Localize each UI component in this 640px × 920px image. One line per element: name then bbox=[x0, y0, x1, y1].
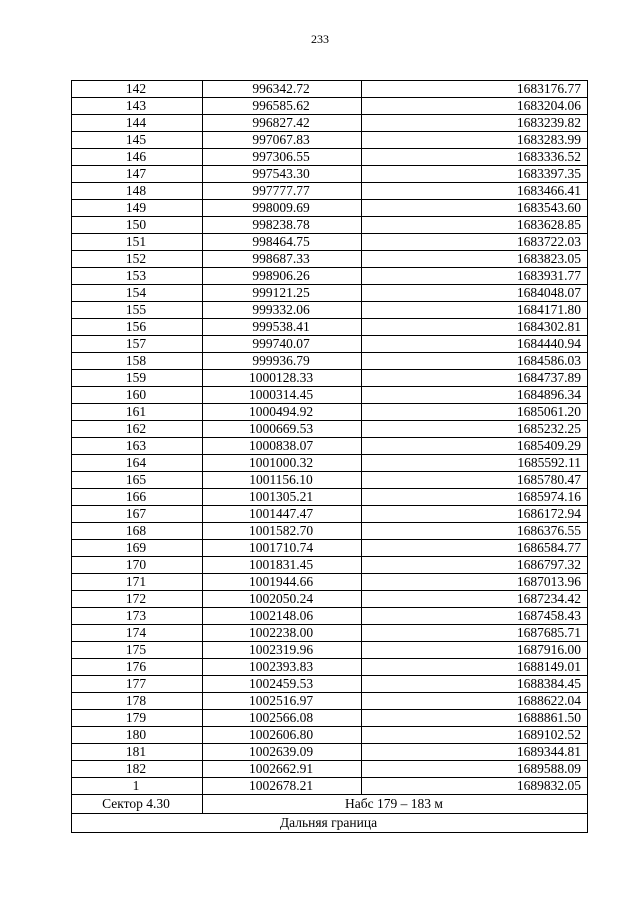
point-number-cell: 162 bbox=[72, 421, 203, 438]
point-number-cell: 163 bbox=[72, 438, 203, 455]
point-number-cell: 166 bbox=[72, 489, 203, 506]
point-number-cell: 155 bbox=[72, 302, 203, 319]
point-number-cell: 182 bbox=[72, 761, 203, 778]
point-number-cell: 146 bbox=[72, 149, 203, 166]
y-coordinate-cell: 1683466.41 bbox=[362, 183, 588, 200]
y-coordinate-cell: 1684302.81 bbox=[362, 319, 588, 336]
point-number-cell: 174 bbox=[72, 625, 203, 642]
sector-row bbox=[72, 795, 588, 814]
table-row bbox=[72, 166, 588, 183]
x-coordinate-cell: 1002050.24 bbox=[203, 591, 362, 608]
point-number-cell: 177 bbox=[72, 676, 203, 693]
point-number-cell: 144 bbox=[72, 115, 203, 132]
table-row bbox=[72, 489, 588, 506]
point-number-cell: 176 bbox=[72, 659, 203, 676]
x-coordinate-cell: 1001831.45 bbox=[203, 557, 362, 574]
table-row bbox=[72, 591, 588, 608]
table-row bbox=[72, 404, 588, 421]
y-coordinate-cell: 1684440.94 bbox=[362, 336, 588, 353]
y-coordinate-cell: 1686376.55 bbox=[362, 523, 588, 540]
point-number-cell: 160 bbox=[72, 387, 203, 404]
x-coordinate-cell: 998238.78 bbox=[203, 217, 362, 234]
x-coordinate-cell: 997543.30 bbox=[203, 166, 362, 183]
table-row bbox=[72, 98, 588, 115]
table-row bbox=[72, 540, 588, 557]
point-number-cell: 151 bbox=[72, 234, 203, 251]
y-coordinate-cell: 1683176.77 bbox=[362, 81, 588, 98]
table-row bbox=[72, 693, 588, 710]
x-coordinate-cell: 1002148.06 bbox=[203, 608, 362, 625]
point-number-cell: 167 bbox=[72, 506, 203, 523]
x-coordinate-cell: 1002319.96 bbox=[203, 642, 362, 659]
y-coordinate-cell: 1683628.85 bbox=[362, 217, 588, 234]
x-coordinate-cell: 1002238.00 bbox=[203, 625, 362, 642]
x-coordinate-cell: 1001710.74 bbox=[203, 540, 362, 557]
y-coordinate-cell: 1684896.34 bbox=[362, 387, 588, 404]
point-number-cell: 143 bbox=[72, 98, 203, 115]
point-number-cell: 171 bbox=[72, 574, 203, 591]
table-row bbox=[72, 642, 588, 659]
table-row bbox=[72, 353, 588, 370]
x-coordinate-cell: 1002662.91 bbox=[203, 761, 362, 778]
y-coordinate-cell: 1683239.82 bbox=[362, 115, 588, 132]
x-coordinate-cell: 1001944.66 bbox=[203, 574, 362, 591]
point-number-cell: 142 bbox=[72, 81, 203, 98]
table-row bbox=[72, 200, 588, 217]
y-coordinate-cell: 1687916.00 bbox=[362, 642, 588, 659]
y-coordinate-cell: 1689344.81 bbox=[362, 744, 588, 761]
y-coordinate-cell: 1685592.11 bbox=[362, 455, 588, 472]
y-coordinate-cell: 1683204.06 bbox=[362, 98, 588, 115]
x-coordinate-cell: 1002459.53 bbox=[203, 676, 362, 693]
boundary-label: Дальняя граница bbox=[72, 814, 588, 833]
table-row bbox=[72, 370, 588, 387]
table-row bbox=[72, 472, 588, 489]
y-coordinate-cell: 1684048.07 bbox=[362, 285, 588, 302]
x-coordinate-cell: 1002516.97 bbox=[203, 693, 362, 710]
table-row bbox=[72, 455, 588, 472]
x-coordinate-cell: 999121.25 bbox=[203, 285, 362, 302]
x-coordinate-cell: 999332.06 bbox=[203, 302, 362, 319]
point-number-cell: 172 bbox=[72, 591, 203, 608]
table-row bbox=[72, 285, 588, 302]
sector-label: Сектор 4.30 bbox=[72, 795, 203, 814]
x-coordinate-cell: 996585.62 bbox=[203, 98, 362, 115]
point-number-cell: 175 bbox=[72, 642, 203, 659]
table-row bbox=[72, 251, 588, 268]
point-number-cell: 181 bbox=[72, 744, 203, 761]
table-row bbox=[72, 625, 588, 642]
point-number-cell: 156 bbox=[72, 319, 203, 336]
y-coordinate-cell: 1684586.03 bbox=[362, 353, 588, 370]
y-coordinate-cell: 1683823.05 bbox=[362, 251, 588, 268]
point-number-cell: 153 bbox=[72, 268, 203, 285]
y-coordinate-cell: 1683336.52 bbox=[362, 149, 588, 166]
coordinates-table bbox=[71, 80, 588, 833]
y-coordinate-cell: 1684737.89 bbox=[362, 370, 588, 387]
point-number-cell: 148 bbox=[72, 183, 203, 200]
x-coordinate-cell: 1002606.80 bbox=[203, 727, 362, 744]
y-coordinate-cell: 1685780.47 bbox=[362, 472, 588, 489]
y-coordinate-cell: 1688384.45 bbox=[362, 676, 588, 693]
point-number-cell: 168 bbox=[72, 523, 203, 540]
table-row bbox=[72, 523, 588, 540]
point-number-cell: 165 bbox=[72, 472, 203, 489]
table-row bbox=[72, 115, 588, 132]
x-coordinate-cell: 1000494.92 bbox=[203, 404, 362, 421]
table-row bbox=[72, 574, 588, 591]
y-coordinate-cell: 1684171.80 bbox=[362, 302, 588, 319]
x-coordinate-cell: 1000669.53 bbox=[203, 421, 362, 438]
point-number-cell: 152 bbox=[72, 251, 203, 268]
x-coordinate-cell: 1001305.21 bbox=[203, 489, 362, 506]
table-row bbox=[72, 319, 588, 336]
table-row bbox=[72, 710, 588, 727]
y-coordinate-cell: 1685061.20 bbox=[362, 404, 588, 421]
y-coordinate-cell: 1687458.43 bbox=[362, 608, 588, 625]
point-number-cell: 1 bbox=[72, 778, 203, 795]
point-number-cell: 157 bbox=[72, 336, 203, 353]
x-coordinate-cell: 996342.72 bbox=[203, 81, 362, 98]
table-row bbox=[72, 217, 588, 234]
table-row bbox=[72, 183, 588, 200]
point-number-cell: 150 bbox=[72, 217, 203, 234]
table-row bbox=[72, 336, 588, 353]
table-row bbox=[72, 234, 588, 251]
y-coordinate-cell: 1685974.16 bbox=[362, 489, 588, 506]
point-number-cell: 149 bbox=[72, 200, 203, 217]
y-coordinate-cell: 1685409.29 bbox=[362, 438, 588, 455]
table-row bbox=[72, 608, 588, 625]
table-row bbox=[72, 387, 588, 404]
point-number-cell: 179 bbox=[72, 710, 203, 727]
x-coordinate-cell: 1002566.08 bbox=[203, 710, 362, 727]
page-number: 233 bbox=[311, 32, 329, 46]
point-number-cell: 173 bbox=[72, 608, 203, 625]
table-row bbox=[72, 132, 588, 149]
y-coordinate-cell: 1685232.25 bbox=[362, 421, 588, 438]
x-coordinate-cell: 998687.33 bbox=[203, 251, 362, 268]
table-row bbox=[72, 438, 588, 455]
y-coordinate-cell: 1683722.03 bbox=[362, 234, 588, 251]
y-coordinate-cell: 1687234.42 bbox=[362, 591, 588, 608]
x-coordinate-cell: 997777.77 bbox=[203, 183, 362, 200]
table-row bbox=[72, 778, 588, 795]
table-row bbox=[72, 761, 588, 778]
point-number-cell: 154 bbox=[72, 285, 203, 302]
x-coordinate-cell: 1002678.21 bbox=[203, 778, 362, 795]
table-row bbox=[72, 557, 588, 574]
table-row bbox=[72, 149, 588, 166]
boundary-row bbox=[72, 814, 588, 833]
point-number-cell: 158 bbox=[72, 353, 203, 370]
point-number-cell: 161 bbox=[72, 404, 203, 421]
y-coordinate-cell: 1683931.77 bbox=[362, 268, 588, 285]
y-coordinate-cell: 1688861.50 bbox=[362, 710, 588, 727]
x-coordinate-cell: 999740.07 bbox=[203, 336, 362, 353]
y-coordinate-cell: 1683283.99 bbox=[362, 132, 588, 149]
x-coordinate-cell: 997306.55 bbox=[203, 149, 362, 166]
x-coordinate-cell: 997067.83 bbox=[203, 132, 362, 149]
point-number-cell: 180 bbox=[72, 727, 203, 744]
table-row bbox=[72, 302, 588, 319]
x-coordinate-cell: 998009.69 bbox=[203, 200, 362, 217]
x-coordinate-cell: 1001156.10 bbox=[203, 472, 362, 489]
table-row bbox=[72, 659, 588, 676]
y-coordinate-cell: 1683543.60 bbox=[362, 200, 588, 217]
table-row bbox=[72, 506, 588, 523]
point-number-cell: 159 bbox=[72, 370, 203, 387]
x-coordinate-cell: 1000128.33 bbox=[203, 370, 362, 387]
x-coordinate-cell: 1001000.32 bbox=[203, 455, 362, 472]
table-row bbox=[72, 81, 588, 98]
point-number-cell: 147 bbox=[72, 166, 203, 183]
y-coordinate-cell: 1686172.94 bbox=[362, 506, 588, 523]
table-row bbox=[72, 421, 588, 438]
sector-height: Набс 179 – 183 м bbox=[203, 795, 588, 814]
y-coordinate-cell: 1687013.96 bbox=[362, 574, 588, 591]
y-coordinate-cell: 1686797.32 bbox=[362, 557, 588, 574]
point-number-cell: 178 bbox=[72, 693, 203, 710]
x-coordinate-cell: 999936.79 bbox=[203, 353, 362, 370]
x-coordinate-cell: 999538.41 bbox=[203, 319, 362, 336]
y-coordinate-cell: 1689588.09 bbox=[362, 761, 588, 778]
y-coordinate-cell: 1688149.01 bbox=[362, 659, 588, 676]
x-coordinate-cell: 998464.75 bbox=[203, 234, 362, 251]
point-number-cell: 164 bbox=[72, 455, 203, 472]
y-coordinate-cell: 1687685.71 bbox=[362, 625, 588, 642]
y-coordinate-cell: 1686584.77 bbox=[362, 540, 588, 557]
x-coordinate-cell: 1000314.45 bbox=[203, 387, 362, 404]
x-coordinate-cell: 1001582.70 bbox=[203, 523, 362, 540]
point-number-cell: 169 bbox=[72, 540, 203, 557]
y-coordinate-cell: 1689102.52 bbox=[362, 727, 588, 744]
table-row bbox=[72, 676, 588, 693]
y-coordinate-cell: 1683397.35 bbox=[362, 166, 588, 183]
table-row bbox=[72, 268, 588, 285]
x-coordinate-cell: 1002393.83 bbox=[203, 659, 362, 676]
x-coordinate-cell: 996827.42 bbox=[203, 115, 362, 132]
x-coordinate-cell: 1000838.07 bbox=[203, 438, 362, 455]
x-coordinate-cell: 1001447.47 bbox=[203, 506, 362, 523]
y-coordinate-cell: 1689832.05 bbox=[362, 778, 588, 795]
y-coordinate-cell: 1688622.04 bbox=[362, 693, 588, 710]
point-number-cell: 170 bbox=[72, 557, 203, 574]
table-row bbox=[72, 744, 588, 761]
point-number-cell: 145 bbox=[72, 132, 203, 149]
x-coordinate-cell: 1002639.09 bbox=[203, 744, 362, 761]
coordinates-table-body bbox=[72, 81, 588, 795]
x-coordinate-cell: 998906.26 bbox=[203, 268, 362, 285]
table-row bbox=[72, 727, 588, 744]
